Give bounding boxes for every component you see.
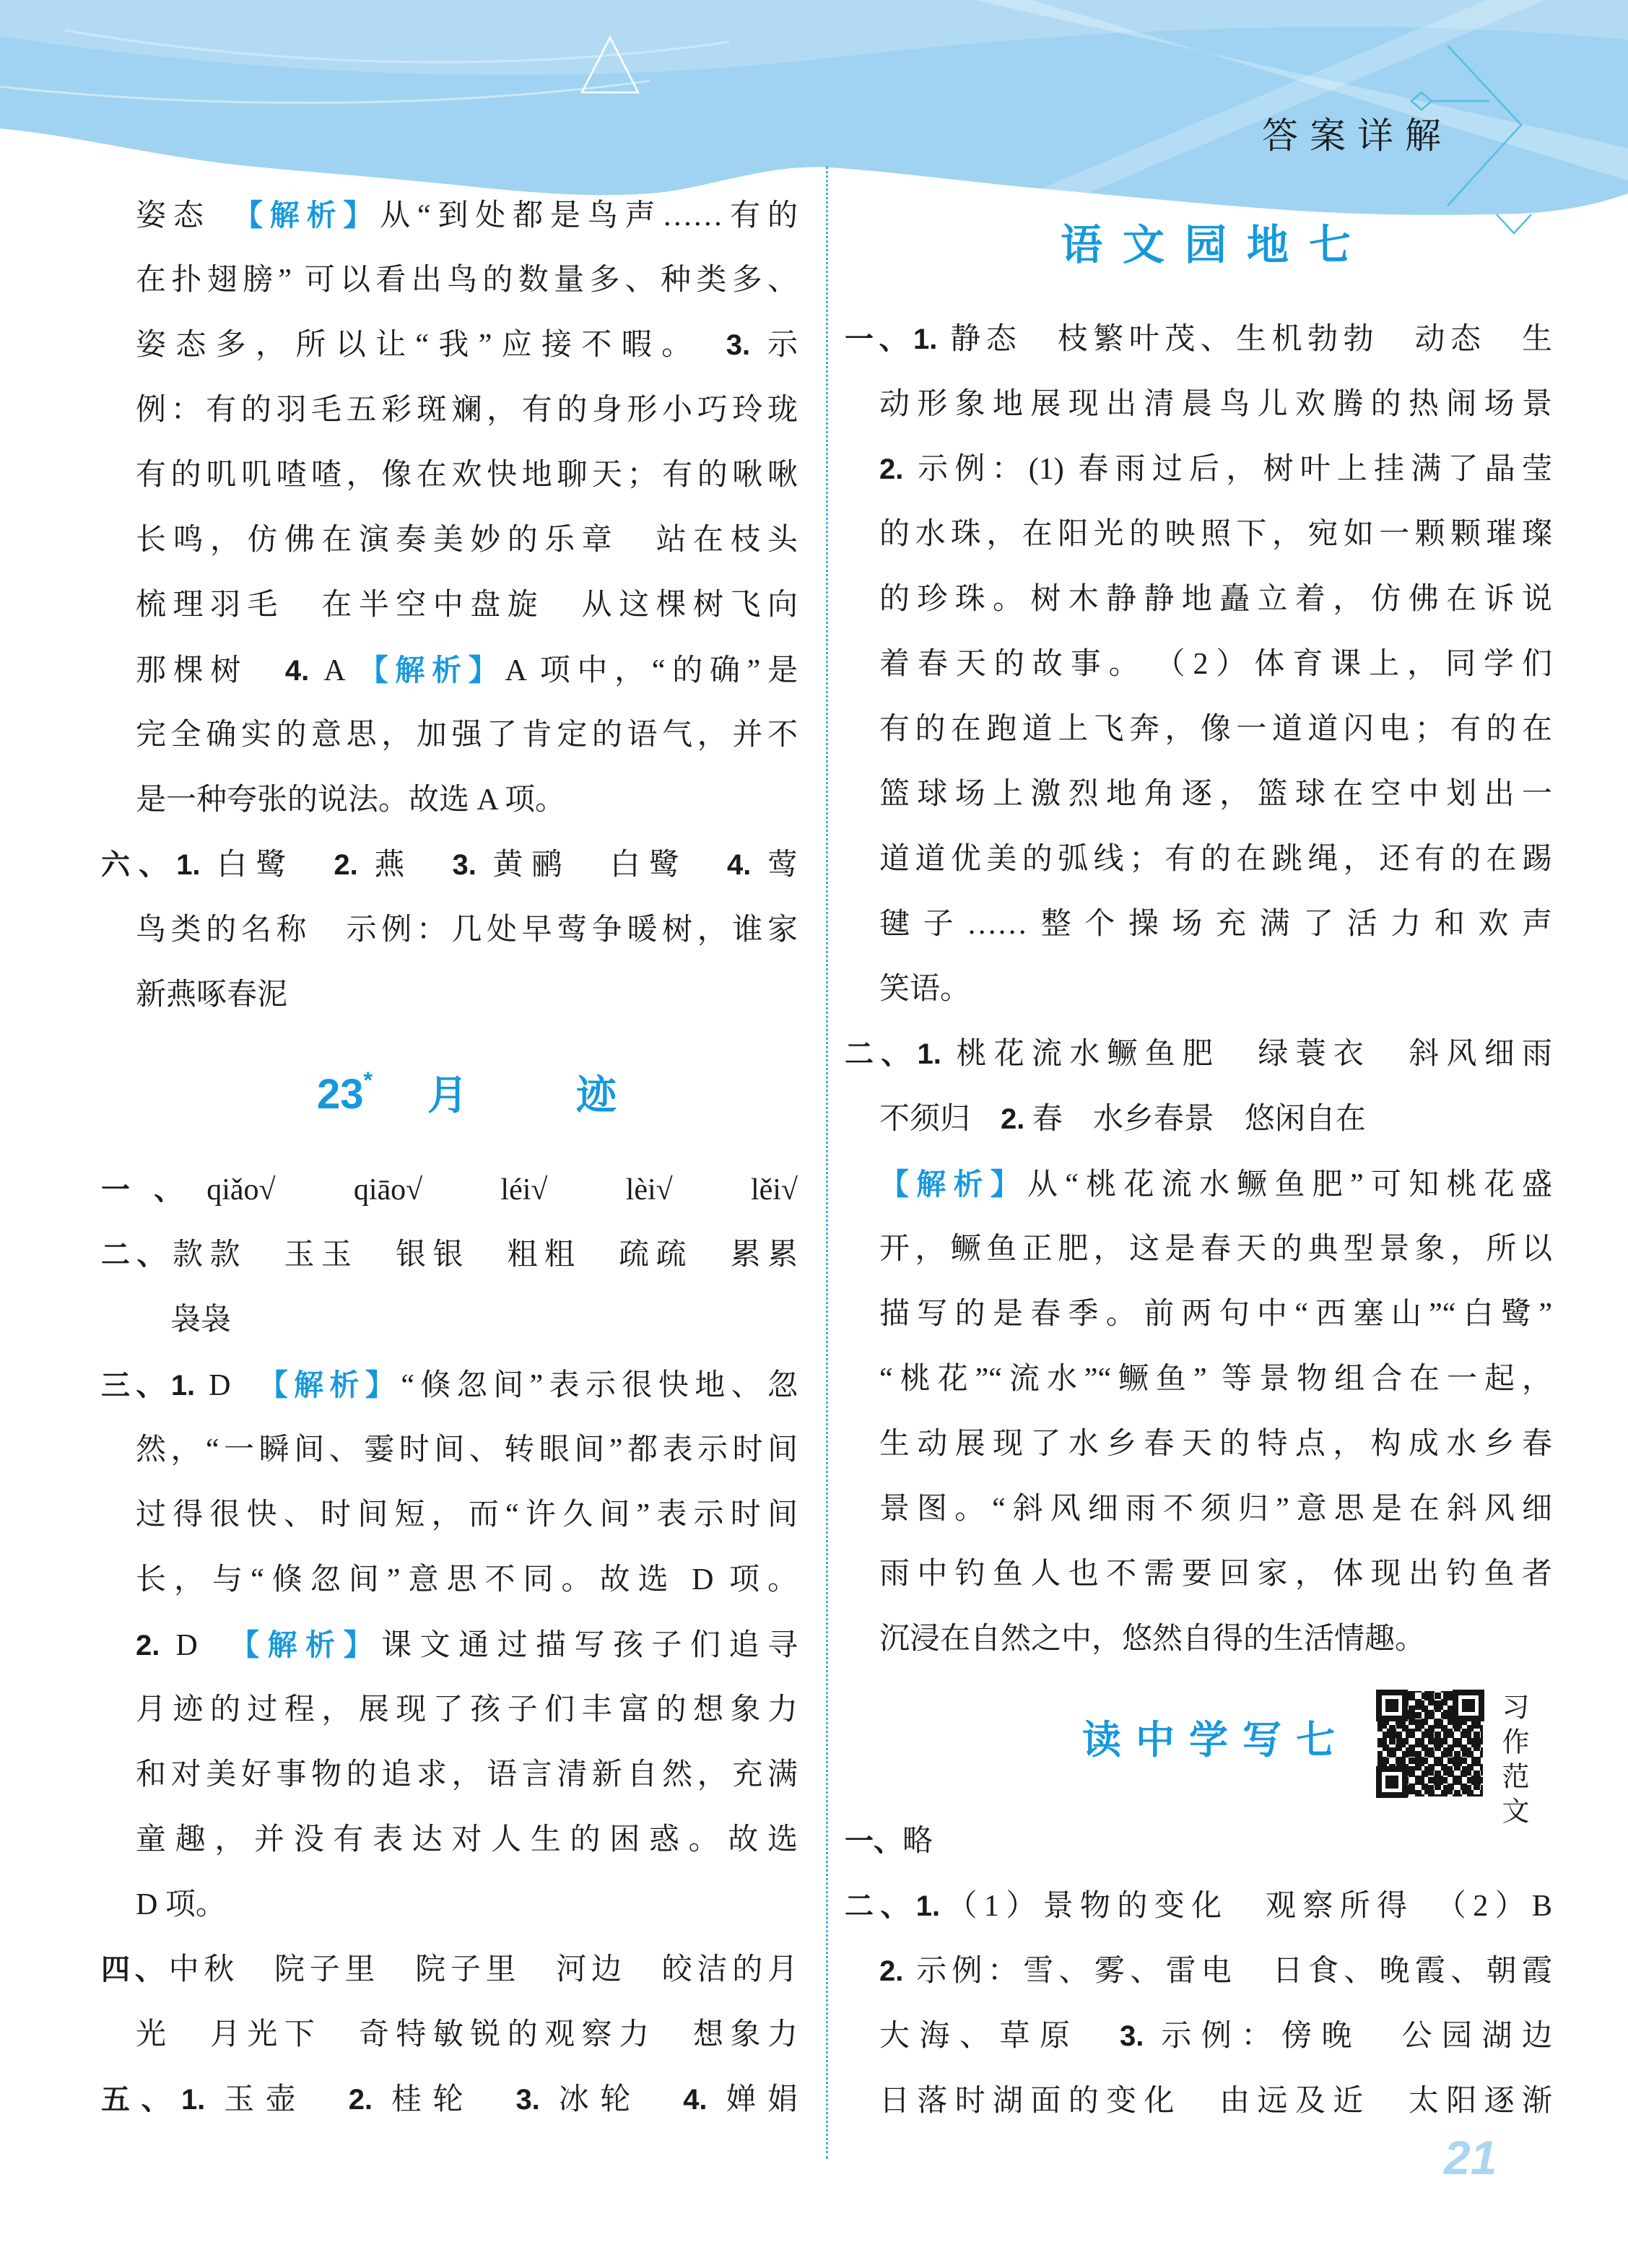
answer-line: 2. D 【解析】课文通过描写孩子们追寻	[136, 1628, 798, 1662]
qr-caption: 习作范文	[1497, 1693, 1528, 1831]
answer-line: 二、1.（1）景物的变化 观察所得 （2）B	[845, 1890, 1553, 1923]
answer-line: 的水珠，在阳光的映照下，宛如一颗颗璀璨	[879, 518, 1552, 551]
answer-line: 有的在跑道上飞奔，像一道道闪电；有的在	[879, 713, 1552, 746]
answer-line: 日落时湖面的变化 由远及近 太阳逐渐	[879, 2085, 1552, 2118]
answer-line: 沉浸在自然之中，悠然自得的生活情趣。	[879, 1622, 1426, 1656]
answer-line: 着春天的故事。 （2）体育课上，同学们	[879, 648, 1552, 681]
answer-line: 五、1. 玉壶 2. 桂轮 3. 冰轮 4. 婵娟	[101, 2083, 798, 2116]
answer-line: D 项。	[136, 1888, 226, 1921]
qr-finder-bottom-left	[1376, 1766, 1408, 1798]
answer-line: 笑语。	[879, 973, 971, 1006]
answer-line: 景图。“斜风细雨不须归”意思是在斜风细	[879, 1493, 1552, 1526]
answer-line: 袅袅	[170, 1303, 232, 1337]
lesson-number: 23*	[317, 1066, 373, 1118]
answer-line: 六、1. 白鹭 2. 燕 3. 黄鹂 白鹭 4. 莺	[101, 848, 798, 882]
answer-line: 光 月光下 奇特敏锐的观察力 想象力	[136, 2018, 798, 2051]
answer-line: 雨中钓鱼人也不需要回家，体现出钓鱼者	[879, 1557, 1552, 1591]
answer-line: 2. 示例：(1) 春雨过后，树叶上挂满了晶莹	[879, 453, 1552, 486]
answer-line: 长，与“倏忽间”意思不同。故选 D 项。	[136, 1563, 798, 1596]
answer-line: 姿态 【解析】从“到处都是鸟声……有的	[136, 199, 798, 233]
answer-line: 二、款款 玉玉 银银 粗粗 疏疏 累累	[101, 1238, 798, 1272]
section-heading: 读中学写七	[1082, 1719, 1349, 1762]
answer-line: 完全确实的意思，加强了肯定的语气，并不	[136, 718, 798, 752]
lesson-title-char: 迹	[575, 1072, 617, 1118]
answer-line: 二、1. 桃花流水鳜鱼肥 绿蓑衣 斜风细雨	[845, 1038, 1552, 1071]
answer-line: 道道优美的弧线；有的在跳绳，还有的在踢	[879, 843, 1552, 876]
answer-line: 新燕啄春泥	[136, 978, 288, 1012]
answer-line: 一、qiǎo√ qiāo√ léi√ lèi√ lěi√	[101, 1173, 798, 1207]
answer-line: 过得很快、时间短，而“许久间”表示时间	[136, 1498, 798, 1531]
answer-line: 和对美好事物的追求，语言清新自然，充满	[136, 1758, 798, 1791]
answer-line: 2. 示例：雪、雾、雷电 日食、晚霞、朝霞	[879, 1955, 1552, 1988]
qr-code	[1377, 1691, 1483, 1796]
answer-line: “桃花”“流水”“鳜鱼” 等景物组合在一起，	[879, 1363, 1552, 1396]
answer-line: 的珍珠。树木静静地矗立着，仿佛在诉说	[879, 583, 1552, 616]
qr-finder-top-right	[1453, 1690, 1484, 1721]
answer-line: 大海、草原 3. 示例：傍晚 公园湖边	[879, 2020, 1552, 2053]
answer-line: 月迹的过程，展现了孩子们丰富的想象力	[136, 1693, 798, 1726]
lesson-star: *	[363, 1066, 373, 1093]
answer-line: 姿态多，所以让“我”应接不暇。 3. 示	[136, 329, 798, 362]
answer-line: 不须归 2. 春 水乡春景 悠闲自在	[879, 1103, 1366, 1136]
answer-line: 鸟类的名称 示例：几处早莺争暖树，谁家	[136, 913, 798, 947]
right-answer-column	[845, 213, 1552, 2134]
answer-line: 描写的是春季。前两句中“西塞山”“白鹭”	[879, 1298, 1552, 1331]
analysis-tag: 【解析】	[273, 1368, 401, 1402]
answer-line: 开，鳜鱼正肥，这是春天的典型景象，所以	[879, 1233, 1552, 1266]
answer-line: 有的叽叽喳喳，像在欢快地聊天；有的啾啾	[136, 459, 798, 492]
answer-line: 是一种夸张的说法。故选 A 项。	[136, 783, 566, 817]
answer-line: 一、略	[845, 1825, 933, 1858]
section-heading: 语文园地七	[1060, 222, 1371, 269]
lesson-title-char: 月	[427, 1072, 468, 1118]
analysis-tag: 【解析】	[248, 199, 380, 232]
answer-line: 那棵树 4. A 【解析】A 项中，“的确”是	[136, 653, 798, 687]
answer-line: 长鸣，仿佛在演奏美妙的乐章 站在枝头	[136, 523, 798, 557]
analysis-tag: 【解析】	[879, 1168, 1028, 1201]
answer-line: 例：有的羽毛五彩斑斓，有的身形小巧玲珑	[136, 394, 798, 427]
answer-line: 毽子……整个操场充满了活力和欢声	[879, 908, 1552, 941]
answer-line: 生动展现了水乡春天的特点，构成水乡春	[879, 1428, 1552, 1461]
analysis-tag: 【解析】	[244, 1628, 382, 1661]
answer-line: 三、1. D 【解析】“倏忽间”表示很快地、忽	[101, 1368, 798, 1402]
answer-line: 篮球场上激烈地角逐，篮球在空中划出一	[879, 778, 1552, 811]
answer-line: 动形象地展现出清晨鸟儿欢腾的热闹场景	[879, 388, 1552, 421]
analysis-tag: 【解析】	[358, 653, 505, 687]
page-number: 21	[1444, 2131, 1497, 2184]
qr-finder-top-left	[1376, 1690, 1408, 1721]
answer-line: 童趣，并没有表达对人生的困惑。故选	[136, 1823, 798, 1856]
answer-line: 梳理羽毛 在半空中盘旋 从这棵树飞向	[136, 588, 798, 622]
answer-line: 在扑翅膀” 可以看出鸟的数量多、种类多、	[136, 264, 798, 297]
answer-line: 【解析】从“桃花流水鳜鱼肥”可知桃花盛	[879, 1168, 1552, 1202]
column-divider	[826, 166, 828, 2159]
answer-line: 一、1. 静态 枝繁叶茂、生机勃勃 动态 生	[845, 323, 1552, 356]
answer-line: 然，“一瞬间、霎时间、转眼间”都表示时间	[136, 1433, 798, 1467]
left-answer-column	[101, 183, 798, 2132]
answer-line: 四、中秋 院子里 院子里 河边 皎洁的月	[101, 1953, 798, 1986]
lesson-heading	[101, 1027, 798, 1157]
page-header-title: 答案详解	[1262, 116, 1453, 156]
